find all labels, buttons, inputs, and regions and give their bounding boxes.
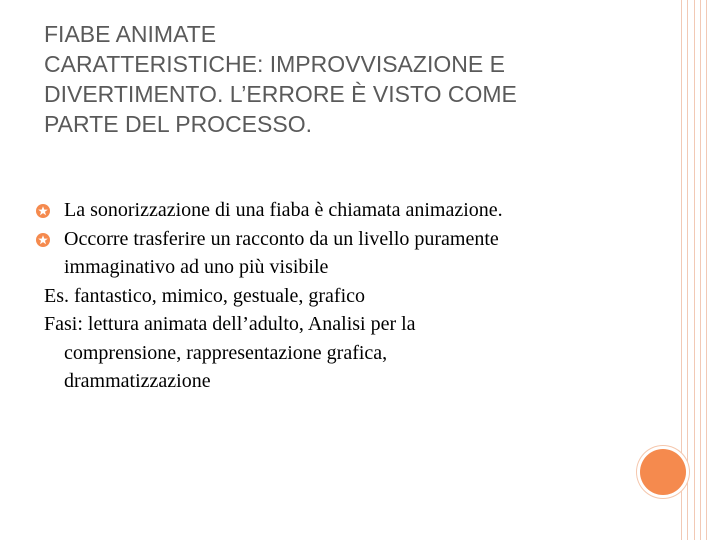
slide-title xyxy=(44,19,644,139)
slide-body xyxy=(44,196,644,396)
paragraph xyxy=(44,282,644,311)
title-line: PARTE DEL PROCESSO. xyxy=(44,111,312,137)
bullet-text-continued: immaginativo ad uno più visibile xyxy=(64,256,329,278)
orange-star-icon xyxy=(36,233,50,247)
paragraph-text: Es. fantastico, mimico, gestuale, grafico xyxy=(44,284,366,307)
decorative-rule xyxy=(687,0,688,540)
paragraph xyxy=(44,310,644,396)
orange-star-icon xyxy=(36,204,50,218)
paragraph-text-continued: drammatizzazione xyxy=(64,370,211,392)
paragraph-text: Fasi: lettura animata dell’adulto, Analisi per la xyxy=(44,313,416,335)
decorative-rule xyxy=(706,0,707,540)
bullet-item xyxy=(44,196,644,225)
title-line: CARATTERISTICHE: IMPROVVISAZIONE E xyxy=(44,51,505,77)
title-line: FIABE ANIMATE xyxy=(44,21,217,47)
title-line: DIVERTIMENTO. L’ERRORE È VISTO COME xyxy=(44,81,517,107)
bullet-text: Occorre trasferire un racconto da un livello puramente xyxy=(64,227,499,250)
bullet-text: La sonorizzazione di una fiaba è chiamata animazione. xyxy=(64,199,503,221)
decorative-rule xyxy=(700,0,701,540)
paragraph-text-continued: comprensione, rappresentazione grafica, xyxy=(64,341,388,364)
decorative-circle xyxy=(640,449,686,495)
decorative-rule xyxy=(694,0,695,540)
bullet-item xyxy=(44,225,644,282)
